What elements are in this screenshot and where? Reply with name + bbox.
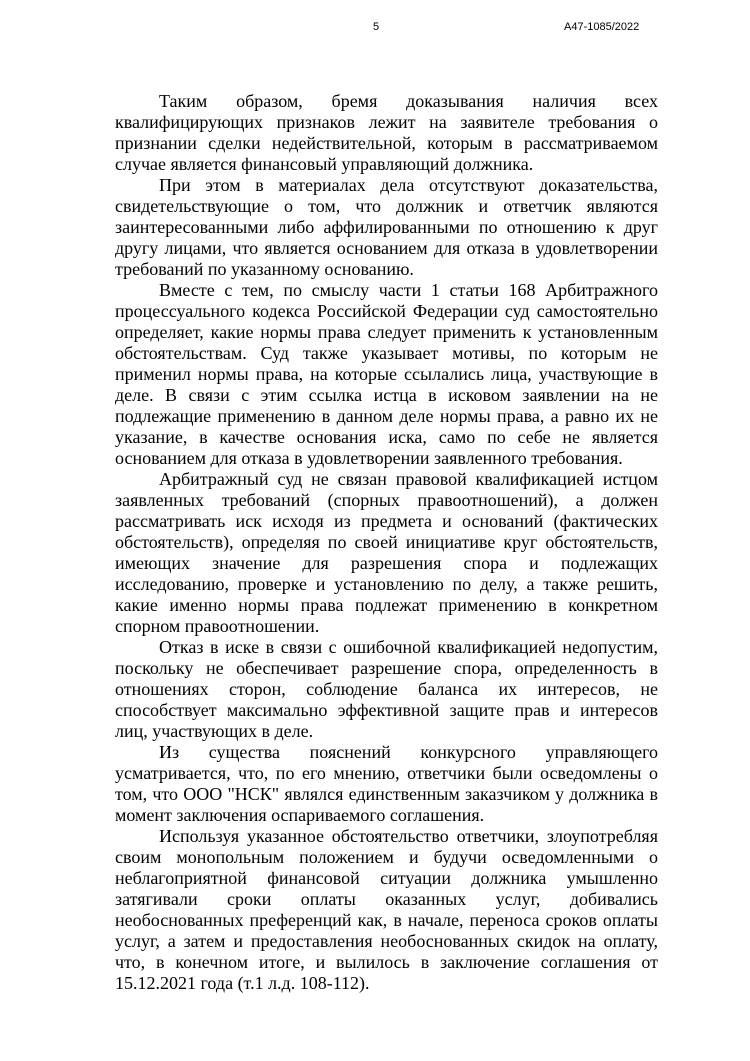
document-body xyxy=(115,91,658,994)
case-number: А47-1085/2022 xyxy=(564,21,640,33)
page-number: 5 xyxy=(373,21,380,33)
paragraph-7: Используя указанное обстоятельство ответчики, злоупотребляя своим монопольным положением и будучи осведомленными о неблагоприятной финансовой ситуации должника умышленно затягивали сроки оплаты оказанных услуг, добивались необоснованных преференций как, в начале, переноса сроков оплаты услуг, а затем и предоставления необоснованных скидок на оплату, что, в конечном итоге, и вылилось в заключение соглашения от 15.12.2021 года (т.1 л.д. 108-112). xyxy=(115,826,658,993)
paragraph-5: Отказ в иске в связи с ошибочной квалификацией недопустим, поскольку не обеспечивает разрешение спора, определенность в отношениях сторон, соблюдение баланса их интересов, не способствует максимально эффективной защите прав и интересов лиц, участвующих в деле. xyxy=(115,637,658,741)
paragraph-3: Вместе с тем, по смыслу части 1 статьи 168 Арбитражного процессуального кодекса Российской Федерации суд самостоятельно определяет, какие нормы права следует применить к установленным обстоятельствам. Суд также указывает мотивы, по которым не применил нормы права, на которые ссылались лица, участвующие в деле. В связи с этим ссылка истца в исковом заявлении на не подлежащие применению в данном деле нормы права, а равно их не указание, в качестве основания иска, само по себе не является основанием для отказа в удовлетворении заявленного требования. xyxy=(115,280,658,468)
paragraph-6: Из существа пояснений конкурсного управляющего усматривается, что, по его мнению, ответчики были осведомлены о том, что ООО "НСК" являлся единственным заказчиком у должника в момент заключения оспариваемого соглашения. xyxy=(115,742,658,825)
paragraph-2: При этом в материалах дела отсутствуют доказательства, свидетельствующие о том, что должник и ответчик являются заинтересованными либо аффилированными по отношению к друг другу лицами, что является основанием для отказа в удовлетворении требований по указанному основанию. xyxy=(115,175,658,279)
paragraph-4: Арбитражный суд не связан правовой квалификацией истцом заявленных требований (спорных правоотношений), а должен рассматривать иск исходя из предмета и оснований (фактических обстоятельств), определяя по своей инициативе круг обстоятельств, имеющих значение для разрешения спора и подлежащих исследованию, проверке и установлению по делу, а также решить, какие именно нормы права подлежат применению в конкретном спорном правоотношении. xyxy=(115,469,658,636)
paragraph-1: Таким образом, бремя доказывания наличия всех квалифицирующих признаков лежит на заявителе требования о признании сделки недействительной, которым в рассматриваемом случае является финансовый управляющий должника. xyxy=(115,91,658,174)
